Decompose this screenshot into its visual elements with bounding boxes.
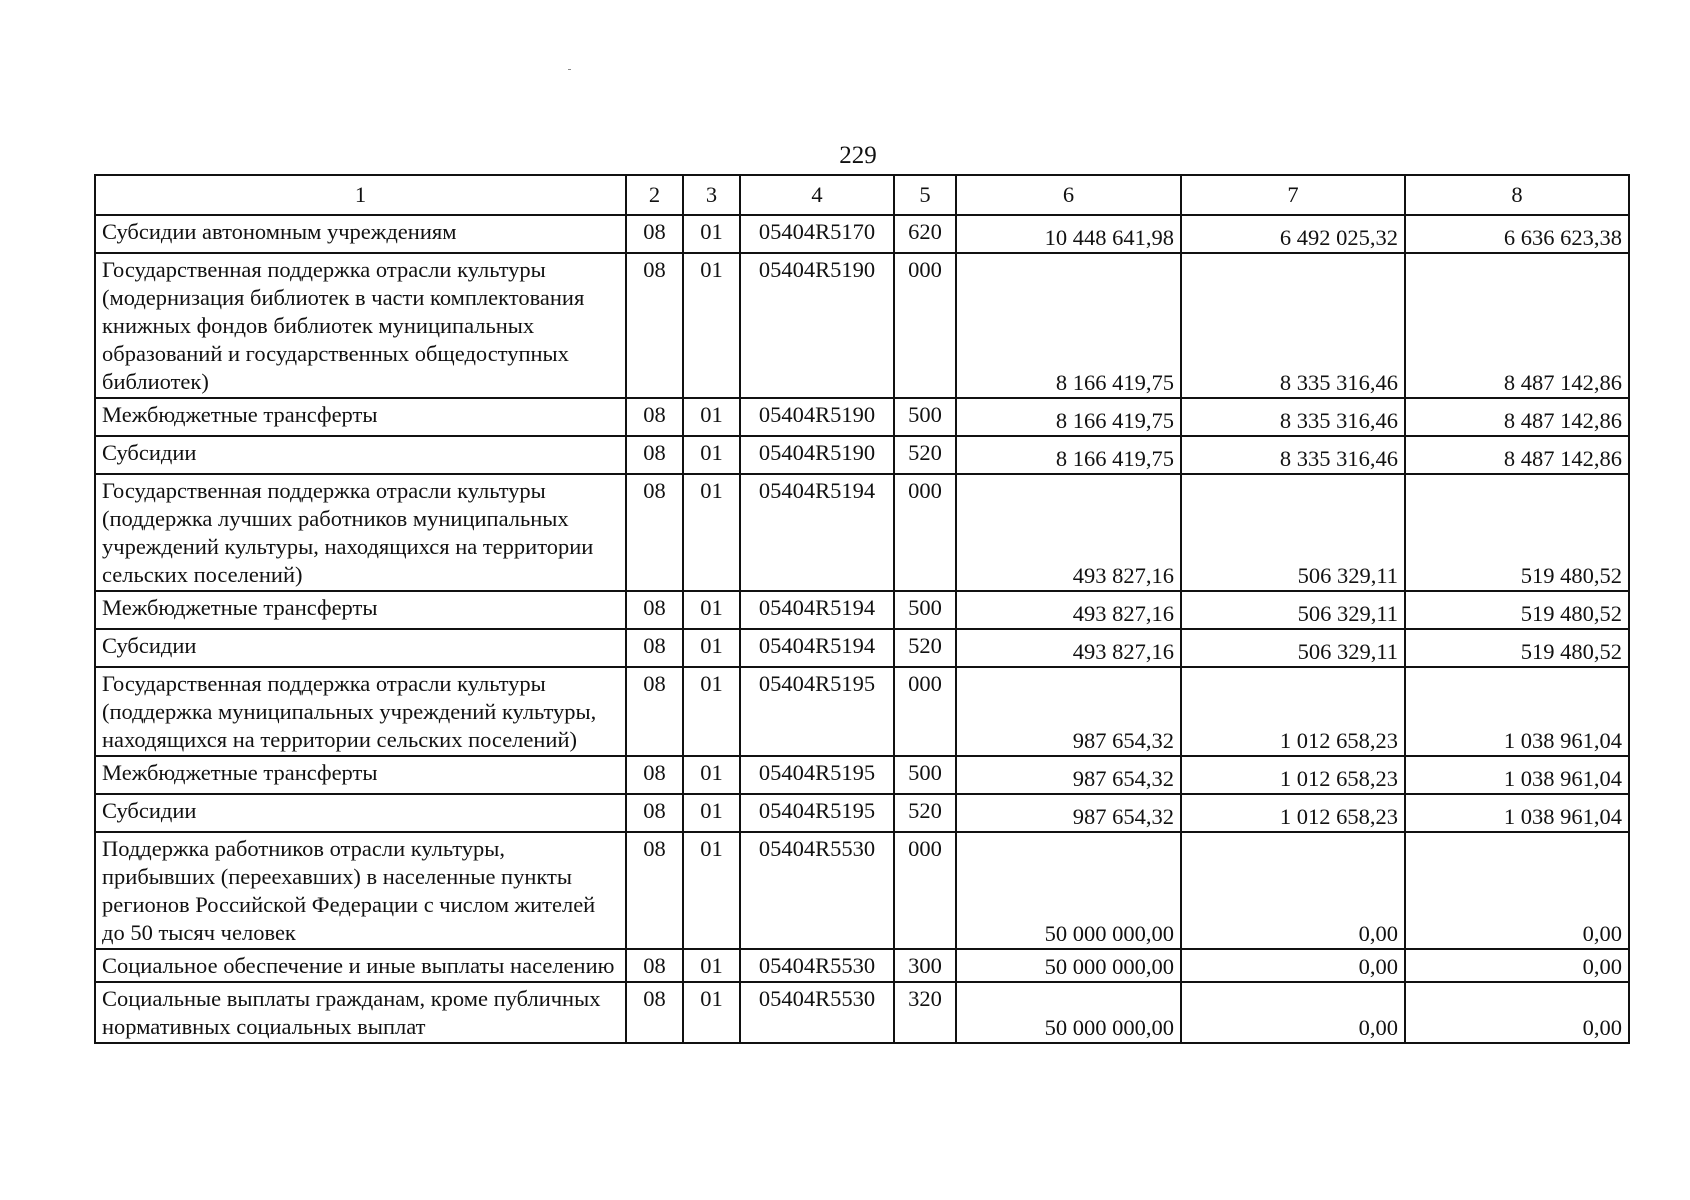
table-row	[95, 756, 1629, 794]
table-header-row	[95, 175, 1629, 215]
row-sum-year1: 8 166 419,75	[956, 398, 1181, 436]
row-section: 08	[626, 436, 683, 474]
row-type: 300	[894, 949, 956, 982]
table-row	[95, 474, 1629, 591]
row-subsection: 01	[683, 949, 740, 982]
row-sum-year1: 8 166 419,75	[956, 436, 1181, 474]
row-name: Субсидии	[95, 794, 626, 832]
row-sum-year3: 519 480,52	[1405, 629, 1629, 667]
row-sum-year1: 50 000 000,00	[956, 949, 1181, 982]
row-sum-year2: 506 329,11	[1181, 474, 1405, 591]
row-target: 05404R5194	[740, 629, 894, 667]
column-header: 5	[894, 175, 956, 215]
row-sum-year1: 493 827,16	[956, 591, 1181, 629]
row-section: 08	[626, 756, 683, 794]
row-subsection: 01	[683, 215, 740, 253]
row-sum-year2: 506 329,11	[1181, 629, 1405, 667]
row-sum-year2: 8 335 316,46	[1181, 253, 1405, 398]
row-sum-year1: 50 000 000,00	[956, 832, 1181, 949]
row-sum-year3: 6 636 623,38	[1405, 215, 1629, 253]
row-target: 05404R5194	[740, 474, 894, 591]
table-row	[95, 982, 1629, 1043]
row-name: Государственная поддержка отрасли культуры (поддержка лучших работников муниципальных учреждений культуры, находящихся на территории сельских поселений)	[95, 474, 626, 591]
row-sum-year2: 0,00	[1181, 982, 1405, 1043]
row-target: 05404R5195	[740, 756, 894, 794]
row-sum-year2: 0,00	[1181, 949, 1405, 982]
column-header: 8	[1405, 175, 1629, 215]
row-subsection: 01	[683, 398, 740, 436]
row-subsection: 01	[683, 756, 740, 794]
row-target: 05404R5530	[740, 982, 894, 1043]
row-type: 500	[894, 591, 956, 629]
row-name: Социальные выплаты гражданам, кроме публичных нормативных социальных выплат	[95, 982, 626, 1043]
row-sum-year3: 0,00	[1405, 982, 1629, 1043]
row-subsection: 01	[683, 591, 740, 629]
row-sum-year3: 8 487 142,86	[1405, 398, 1629, 436]
table-row	[95, 215, 1629, 253]
row-sum-year2: 1 012 658,23	[1181, 667, 1405, 756]
row-type: 000	[894, 832, 956, 949]
row-sum-year3: 1 038 961,04	[1405, 667, 1629, 756]
row-sum-year1: 987 654,32	[956, 794, 1181, 832]
row-name: Государственная поддержка отрасли культуры (поддержка муниципальных учреждений культуры, находящихся на территории сельских поселений)	[95, 667, 626, 756]
row-section: 08	[626, 215, 683, 253]
column-header: 7	[1181, 175, 1405, 215]
row-section: 08	[626, 474, 683, 591]
row-sum-year3: 8 487 142,86	[1405, 436, 1629, 474]
row-subsection: 01	[683, 474, 740, 591]
row-target: 05404R5190	[740, 436, 894, 474]
row-target: 05404R5194	[740, 591, 894, 629]
column-header: 3	[683, 175, 740, 215]
table-row	[95, 667, 1629, 756]
row-subsection: 01	[683, 629, 740, 667]
row-target: 05404R5190	[740, 253, 894, 398]
row-section: 08	[626, 253, 683, 398]
table-row	[95, 949, 1629, 982]
row-name: Поддержка работников отрасли культуры, прибывших (переехавших) в населенные пункты регионов Российской Федерации с числом жителей до 50 тысяч человек	[95, 832, 626, 949]
column-header: 2	[626, 175, 683, 215]
row-subsection: 01	[683, 982, 740, 1043]
row-sum-year1: 50 000 000,00	[956, 982, 1181, 1043]
row-type: 520	[894, 436, 956, 474]
row-subsection: 01	[683, 832, 740, 949]
row-name: Межбюджетные трансферты	[95, 756, 626, 794]
column-header: 6	[956, 175, 1181, 215]
row-type: 320	[894, 982, 956, 1043]
row-name: Субсидии автономным учреждениям	[95, 215, 626, 253]
row-sum-year1: 493 827,16	[956, 474, 1181, 591]
row-sum-year1: 10 448 641,98	[956, 215, 1181, 253]
row-sum-year3: 1 038 961,04	[1405, 794, 1629, 832]
row-sum-year1: 493 827,16	[956, 629, 1181, 667]
page-number: 229	[839, 142, 877, 169]
row-section: 08	[626, 832, 683, 949]
row-sum-year2: 0,00	[1181, 832, 1405, 949]
row-name: Государственная поддержка отрасли культуры (модернизация библиотек в части комплектования книжных фондов библиотек муниципальных образований и государственных общедоступных библиотек)	[95, 253, 626, 398]
row-name: Субсидии	[95, 629, 626, 667]
row-type: 000	[894, 253, 956, 398]
table-row	[95, 629, 1629, 667]
row-name: Субсидии	[95, 436, 626, 474]
column-header: 4	[740, 175, 894, 215]
row-type: 500	[894, 756, 956, 794]
row-section: 08	[626, 667, 683, 756]
row-section: 08	[626, 398, 683, 436]
row-section: 08	[626, 629, 683, 667]
row-name: Межбюджетные трансферты	[95, 591, 626, 629]
row-sum-year3: 519 480,52	[1405, 474, 1629, 591]
row-type: 000	[894, 474, 956, 591]
table-row	[95, 794, 1629, 832]
row-section: 08	[626, 591, 683, 629]
row-subsection: 01	[683, 667, 740, 756]
row-subsection: 01	[683, 436, 740, 474]
row-sum-year2: 8 335 316,46	[1181, 436, 1405, 474]
table-row	[95, 832, 1629, 949]
table-row	[95, 436, 1629, 474]
row-section: 08	[626, 794, 683, 832]
table-row	[95, 253, 1629, 398]
row-subsection: 01	[683, 253, 740, 398]
row-sum-year1: 987 654,32	[956, 667, 1181, 756]
row-sum-year3: 0,00	[1405, 949, 1629, 982]
column-header: 1	[95, 175, 626, 215]
row-name: Социальное обеспечение и иные выплаты населению	[95, 949, 626, 982]
row-target: 05404R5195	[740, 794, 894, 832]
row-type: 500	[894, 398, 956, 436]
row-sum-year3: 0,00	[1405, 832, 1629, 949]
row-sum-year2: 8 335 316,46	[1181, 398, 1405, 436]
row-name: Межбюджетные трансферты	[95, 398, 626, 436]
scan-speck	[568, 69, 571, 70]
row-target: 05404R5190	[740, 398, 894, 436]
row-sum-year2: 506 329,11	[1181, 591, 1405, 629]
row-type: 520	[894, 629, 956, 667]
row-sum-year1: 987 654,32	[956, 756, 1181, 794]
table-row	[95, 398, 1629, 436]
table-row	[95, 591, 1629, 629]
row-type: 520	[894, 794, 956, 832]
row-sum-year2: 6 492 025,32	[1181, 215, 1405, 253]
row-target: 05404R5530	[740, 832, 894, 949]
row-type: 000	[894, 667, 956, 756]
budget-table	[94, 174, 1630, 1044]
row-target: 05404R5530	[740, 949, 894, 982]
row-section: 08	[626, 982, 683, 1043]
row-type: 620	[894, 215, 956, 253]
row-section: 08	[626, 949, 683, 982]
row-sum-year1: 8 166 419,75	[956, 253, 1181, 398]
row-sum-year2: 1 012 658,23	[1181, 756, 1405, 794]
row-subsection: 01	[683, 794, 740, 832]
row-sum-year3: 8 487 142,86	[1405, 253, 1629, 398]
row-target: 05404R5170	[740, 215, 894, 253]
row-target: 05404R5195	[740, 667, 894, 756]
row-sum-year3: 1 038 961,04	[1405, 756, 1629, 794]
row-sum-year2: 1 012 658,23	[1181, 794, 1405, 832]
row-sum-year3: 519 480,52	[1405, 591, 1629, 629]
